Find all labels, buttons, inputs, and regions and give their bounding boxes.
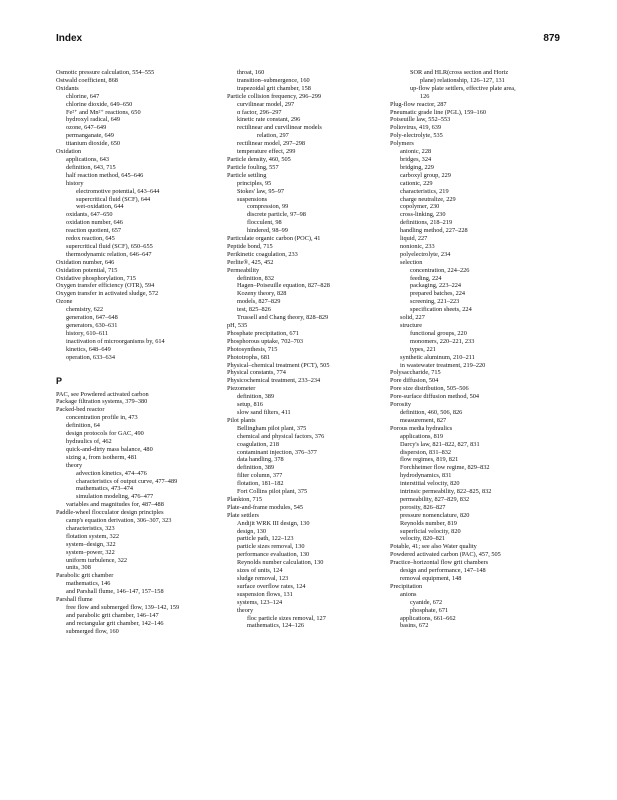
index-entry: Particle density, 460, 505 — [227, 155, 291, 163]
index-subentry: Bellingham pilot plant, 375 — [237, 424, 307, 432]
index-subentry: discrete particle, 97–98 — [247, 211, 306, 219]
index-subentry: Fort Collins pilot plant, 375 — [237, 488, 308, 496]
index-entry: Porous media hydraulics — [390, 424, 453, 432]
index-subentry: generators, 630–631 — [66, 322, 118, 329]
index-subentry: feeding, 224 — [410, 274, 442, 282]
index-entry: Powdered activated carbon (PAC), 457, 505 — [390, 551, 501, 559]
index-column-1 — [56, 69, 216, 636]
index-subentry: oxidation number, 646 — [66, 219, 123, 227]
index-subentry: definition, 389 — [237, 464, 275, 472]
index-subentry: Forchheimer flow regime, 829–832 — [400, 464, 490, 472]
index-subentry: handling method, 227–228 — [400, 227, 468, 235]
index-entry: Pneumatic grade line (PGL), 159–160 — [390, 108, 487, 116]
index-subentry: anionic, 228 — [400, 148, 432, 156]
index-subentry: generation, 647–648 — [66, 314, 118, 322]
index-subentry: Stokes' law, 95–97 — [237, 187, 285, 195]
index-subentry: hindered, 98–99 — [247, 227, 288, 235]
index-subentry: surface overflow rates, 124 — [237, 582, 306, 590]
index-entry: Poiseuille law, 552–553 — [390, 116, 451, 124]
index-subentry: mathematics, 473–474 — [76, 485, 134, 493]
index-subentry: in wastewater treatment, 219–220 — [400, 361, 486, 369]
index-subentry: system–power, 322 — [66, 548, 115, 556]
index-entry: Piezometer — [227, 385, 256, 393]
index-entry: Perlite®, 425, 452 — [227, 258, 274, 266]
index-subentry: cationic, 229 — [400, 179, 433, 187]
index-subentry: submerged flow, 160 — [66, 627, 119, 635]
index-subentry: Darcy's law, 821–822, 827, 831 — [400, 440, 480, 448]
index-subentry: contaminant injection, 376–377 — [237, 448, 317, 456]
index-subentry: interstitial velocity, 820 — [400, 480, 460, 488]
index-subentry: theory — [237, 606, 254, 614]
index-subentry: applications, 661–662 — [400, 614, 456, 622]
section-letter: P — [56, 375, 63, 386]
index-entry: Ozone — [56, 298, 73, 306]
index-entry: Physicochemical treatment, 233–234 — [227, 377, 321, 385]
index-subentry: inactivation of microorganisms by, 614 — [66, 337, 165, 345]
index-subentry: uniform turbulence, 322 — [66, 556, 128, 564]
index-subentry: pressure nomenclature, 820 — [400, 511, 470, 519]
index-subentry: particle path, 122–123 — [237, 535, 294, 543]
index-subentry: bridging, 229 — [400, 163, 434, 171]
index-subentry: permeability, 827–829, 832 — [400, 495, 470, 503]
index-subentry: quick-and-dirty mass balance, 480 — [66, 445, 153, 453]
index-subentry: bridges, 324 — [400, 155, 432, 163]
index-subentry: flotation, 181–182 — [237, 480, 284, 488]
index-entry: Perikinetic coagulation, 233 — [227, 250, 298, 258]
index-subentry: porosity, 826–827 — [400, 503, 446, 511]
index-entry: Particle settling — [227, 171, 267, 179]
page-header — [56, 33, 560, 47]
index-subentry: floc particle sizes removal, 127 — [247, 614, 326, 622]
index-entry: Plankton, 715 — [227, 495, 262, 503]
index-subentry: specification sheets, 224 — [410, 306, 472, 314]
index-entry: Particulate organic carbon (POC), 41 — [227, 235, 321, 243]
index-subentry: selection — [400, 258, 423, 266]
index-subentry: cyanide, 672 — [410, 598, 443, 606]
index-subentry: α factor, 296–297 — [237, 108, 282, 116]
index-subentry: data handling, 378 — [237, 456, 284, 464]
index-subentry: design, 130 — [237, 527, 267, 535]
index-entry: Oxidation number, 646 — [56, 258, 115, 266]
index-subentry: supercritical fluid (SCF), 650–655 — [66, 242, 153, 250]
index-subentry: superficial velocity, 820 — [400, 527, 461, 535]
index-subentry: Hagen–Poiseuille equation, 827–828 — [237, 282, 330, 290]
index-entry: Packed-bed reactor — [56, 406, 105, 414]
index-entry: Plate settlers — [227, 511, 260, 519]
index-subentry: systems, 123–124 — [237, 598, 283, 606]
index-subentry: design protocols for GAC, 490 — [66, 430, 144, 438]
index-subentry: rectilinear model, 297–298 — [237, 140, 306, 148]
index-subentry: up-flow plate settlers, effective plate area, — [410, 84, 516, 92]
index-subentry: basins, 672 — [400, 622, 429, 630]
index-subentry: Fe²⁺ and Mn²⁺ reactions, 650 — [66, 108, 141, 116]
index-subentry: cross-linking, 230 — [400, 211, 446, 219]
index-subentry: SOR and HLR(cross section and Horiz — [410, 69, 509, 76]
index-subentry: advection kinetics, 474–476 — [76, 469, 147, 477]
index-entry: Phosphate precipitation, 671 — [227, 329, 299, 337]
index-entry: Porosity — [390, 401, 411, 409]
index-subentry: hydroxyl radical, 649 — [66, 116, 121, 124]
index-entry: Osmotic pressure calculation, 554–555 — [56, 69, 155, 76]
index-subentry: flotation system, 322 — [66, 532, 119, 540]
index-subentry: relation, 297 — [257, 132, 289, 140]
index-subentry: and rectangular grit chamber, 142–146 — [66, 619, 164, 627]
index-subentry: free flow and submerged flow, 139–142, 159 — [66, 604, 180, 611]
index-subentry: definition, 832 — [237, 274, 275, 282]
index-subentry: principles, 95 — [237, 179, 272, 187]
index-subentry: carboxyl group, 229 — [400, 171, 451, 179]
index-subentry: oxidants, 647–650 — [66, 211, 113, 219]
index-entry: Plate-and-frame modules, 545 — [227, 503, 304, 511]
index-subentry: reaction quotient, 657 — [66, 227, 122, 235]
index-subentry: theory — [66, 461, 83, 469]
index-subentry: chemical and physical factors, 376 — [237, 432, 325, 440]
index-subentry: and Parshall flume, 146–147, 157–158 — [66, 588, 164, 596]
index-subentry: flow regimes, 819, 821 — [400, 456, 459, 464]
index-subentry: intrinsic permeability, 822–825, 832 — [400, 488, 492, 496]
index-subentry: setup, 816 — [237, 401, 263, 409]
index-entry: Ostwald coefficient, 868 — [56, 76, 118, 84]
index-entry: Oxidation — [56, 148, 82, 156]
index-subentry: operation, 633–634 — [66, 353, 115, 361]
index-subentry: concentration, 224–226 — [410, 266, 470, 274]
index-subentry: permanganate, 649 — [66, 132, 114, 140]
index-subentry: mathematics, 146 — [66, 580, 111, 588]
index-subentry: kinetic rate constant, 296 — [237, 116, 301, 124]
index-entry: Peptide bond, 715 — [227, 242, 273, 250]
index-entry: Parshall flume — [56, 596, 93, 604]
index-entry: Oxidative phosphorylation, 715 — [56, 274, 136, 282]
index-subentry: test, 825–826 — [237, 306, 271, 314]
index-subentry: simulation modeling, 476–477 — [76, 493, 154, 501]
index-subentry: units, 308 — [66, 564, 91, 572]
index-subentry: sizing a, from isotherm, 481 — [66, 453, 138, 461]
index-subentry: suspension flows, 131 — [237, 590, 293, 598]
index-entry: Plug-flow reactor, 287 — [390, 100, 447, 108]
index-subentry: performance evaluation, 130 — [237, 551, 310, 559]
index-subentry: variables and magnitudes for, 487–488 — [66, 501, 164, 509]
index-subentry: Reynolds number, 819 — [400, 519, 457, 527]
index-subentry: suspensions — [237, 195, 268, 203]
index-subentry: characteristics, 323 — [66, 524, 115, 532]
index-subentry: dispersion, 831–832 — [400, 448, 452, 456]
index-subentry: definition, 389 — [237, 393, 275, 401]
index-subentry: velocity, 820–821 — [400, 535, 446, 543]
index-entry: Oxidation potential, 715 — [56, 266, 118, 274]
index-subentry: definition, 460, 506, 826 — [400, 408, 463, 416]
index-subentry: Kozeny theory, 828 — [237, 290, 287, 298]
index-subentry: characteristics of output curve, 477–489 — [76, 477, 178, 485]
index-entry: Permeability — [227, 266, 260, 274]
index-subentry: and parabolic grit chamber, 146–147 — [66, 611, 159, 619]
index-subentry: slow sand filters, 411 — [237, 408, 291, 416]
index-entry: Practice–horizontal flow grit chambers — [390, 559, 489, 567]
index-subentry: supercritical fluid (SCF), 644 — [76, 195, 151, 203]
index-subentry: anions — [400, 590, 417, 598]
index-entry: Oxygen transfer in activated sludge, 572 — [56, 290, 159, 298]
index-subentry: Trussell and Chang theory, 828–829 — [237, 314, 329, 322]
index-subentry: definition, 64 — [66, 422, 100, 430]
index-subentry: electromotive potential, 643–644 — [76, 187, 160, 195]
index-subentry: camp's equation derivation, 306–307, 323 — [66, 517, 172, 525]
index-entry: Pore size distribution, 505–506 — [390, 385, 469, 393]
index-entry: Polysaccharide, 715 — [390, 369, 441, 377]
index-subentry: history, 610–611 — [66, 329, 109, 337]
index-subentry: particle sizes removal, 130 — [237, 543, 305, 551]
index-subentry: filter column, 377 — [237, 472, 283, 480]
index-entry: Oxidants — [56, 84, 79, 92]
index-entry: Photosynthesis, 715 — [227, 345, 278, 353]
index-subentry: 126 — [420, 92, 430, 100]
index-subentry: chemistry, 622 — [66, 306, 104, 314]
index-subentry: hydrodynamics, 831 — [400, 472, 452, 480]
index-entry: Phototrophs, 681 — [227, 353, 271, 361]
index-entry: Phosphorous uptake, 702–703 — [227, 337, 304, 345]
index-entry: Pore diffusion, 504 — [390, 377, 439, 385]
index-subentry: compression, 99 — [247, 203, 289, 211]
index-subentry: curvilinear model, 297 — [237, 100, 295, 108]
index-subentry: flocculent, 98 — [247, 219, 282, 227]
index-subentry: solid, 227 — [400, 314, 425, 322]
index-subentry: sizes of units, 124 — [237, 567, 283, 575]
index-entry: Package filtration systems, 379–380 — [56, 398, 148, 406]
index-entry: Potable, 41; see also Water quality — [390, 543, 477, 551]
index-subentry: chlorine dioxide, 649–650 — [66, 100, 133, 108]
index-entry: Precipitation — [390, 582, 423, 590]
index-subentry: chlorine, 647 — [66, 92, 100, 100]
index-subentry: rectilinear and curvilinear models — [237, 124, 322, 132]
index-subentry: mathematics, 124–126 — [247, 622, 305, 630]
index-subentry: monomers, 220–221, 233 — [410, 337, 475, 345]
index-subentry: coagulation, 218 — [237, 440, 279, 448]
index-subentry: applications, 643 — [66, 155, 110, 163]
index-subentry: measurement, 827 — [400, 416, 447, 424]
index-subentry: copolymer, 230 — [400, 203, 440, 211]
index-subentry: ozone, 647–649 — [66, 124, 107, 132]
index-subentry: titanium dioxide, 650 — [66, 140, 121, 148]
index-subentry: nonionic, 233 — [400, 242, 435, 250]
index-entry: Poliovirus, 419, 639 — [390, 124, 442, 132]
index-entry: Parabolic grit chamber — [56, 572, 114, 580]
index-subentry: kinetics, 648–649 — [66, 345, 111, 353]
index-subentry: definition, 643, 715 — [66, 163, 116, 171]
index-subentry: structure — [400, 322, 423, 329]
index-subentry: functional groups, 220 — [410, 329, 467, 337]
index-subentry: Andijit WRK III design, 130 — [237, 519, 310, 527]
index-subentry: polyelectrolyte, 234 — [400, 250, 451, 258]
index-entry: Physical constants, 774 — [227, 369, 286, 377]
index-subentry: transition–submergence, 160 — [237, 76, 310, 84]
index-entry: Pilot plants — [227, 416, 256, 424]
index-subentry: system–design, 322 — [66, 540, 116, 548]
section-gap — [56, 362, 216, 370]
index-subentry: thermodynamic relation, 646–647 — [66, 250, 152, 258]
index-entry: Oxygen transfer efficiency (OTR), 594 — [56, 282, 155, 290]
index-subentry: synthetic aluminum, 210–211 — [400, 353, 475, 361]
index-subentry: sludge removal, 123 — [237, 575, 289, 582]
index-subentry: liquid, 227 — [400, 235, 428, 243]
page-title: Index — [56, 33, 83, 44]
index-entry: pH, 535 — [227, 322, 248, 329]
index-subentry: trapezoidal grit chamber, 158 — [237, 84, 311, 92]
index-subentry: redox reaction, 645 — [66, 235, 115, 243]
index-subentry: packaging, 223–224 — [410, 282, 462, 290]
index-entry: Particle collision frequency, 296–299 — [227, 92, 322, 100]
index-column-3 — [390, 69, 560, 630]
index-subentry: design and performance, 147–148 — [400, 567, 486, 575]
index-entry: Paddle-wheel flocculator design principles — [56, 509, 164, 517]
index-subentry: throat, 160 — [237, 69, 265, 76]
index-subentry: characteristics, 219 — [400, 187, 449, 195]
index-subentry: screening, 221–223 — [410, 298, 460, 306]
index-subentry: removal equipment, 148 — [400, 575, 462, 582]
index-entry: Particle fouling, 557 — [227, 163, 279, 171]
index-subentry: prepared batches, 224 — [410, 290, 466, 298]
index-subentry: hydraulics of, 462 — [66, 437, 112, 445]
index-entry: Poly-electrolyte, 535 — [390, 132, 443, 140]
index-subentry: phosphate, 671 — [410, 606, 449, 614]
index-subentry: definitions, 218–219 — [400, 219, 453, 227]
index-subentry: charge neutralize, 229 — [400, 195, 456, 203]
index-entry: Physical–chemical treatment (PCT), 505 — [227, 361, 330, 369]
index-subentry: temperature effect, 299 — [237, 148, 296, 156]
page-number: 879 — [543, 33, 560, 44]
index-subentry: Reynolds number calculation, 130 — [237, 559, 324, 567]
index-subentry: half reaction method, 645–646 — [66, 171, 144, 179]
index-subentry: wet-oxidation, 644 — [76, 203, 124, 211]
index-subentry: types, 221 — [410, 345, 436, 353]
index-entry: Polymers — [390, 140, 414, 148]
index-subentry: models, 827–829 — [237, 298, 281, 306]
index-column-2 — [227, 69, 387, 630]
index-subentry: plane) relationship, 126–127, 131 — [420, 76, 505, 84]
index-subentry: applications, 819 — [400, 432, 444, 440]
index-subentry: history — [66, 179, 84, 187]
index-entry: PAC, see Powdered activated carbon — [56, 390, 149, 398]
index-entry: Pore-surface diffusion method, 504 — [390, 393, 480, 401]
index-subentry: concentration profile in, 473 — [66, 414, 138, 422]
